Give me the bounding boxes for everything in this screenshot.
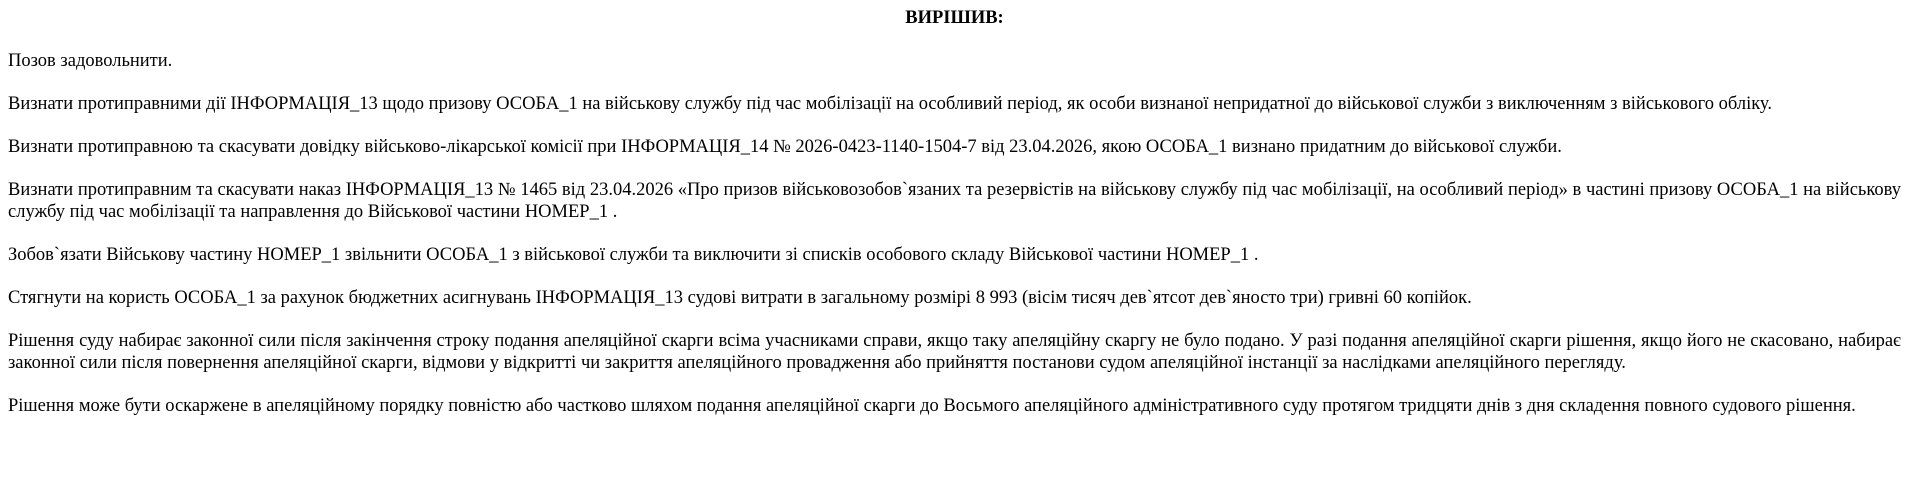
- paragraph-claim-granted: Позов задовольнити.: [8, 51, 173, 71]
- paragraph-order-cancelled: Визнати протиправним та скасувати наказ ІНФОРМАЦІЯ_13 № 1465 від 23.04.2026 «Про призов військовозобов`язаних та резервістів на військову службу під час мобілізації, на особливий період» в частині призову ОСОБА_1 на військову службу під час мобілізації та направлення до Військової частини НОМЕР_1 .: [8, 180, 1901, 222]
- paragraph-costs-recovery: Стягнути на користь ОСОБА_1 за рахунок бюджетних асигнувань ІНФОРМАЦІЯ_13 судові витрати в загальному розмірі 8 993 (вісім тисяч дев`ятсот дев`яносто три) гривні 60 копійок.: [8, 288, 1472, 308]
- paragraph-entry-into-force: Рішення суду набирає законної сили після закінчення строку подання апеляційної скарги всіма учасниками справи, якщо таку апеляційну скаргу не було подано. У разі подання апеляційної скарги рішення, якщо його не скасовано, набирає законної сили після повернення апеляційної скарги, відмови у відкритті чи закриття апеляційного провадження або прийняття постанови судом апеляційної інстанції за наслідками апеляційного перегляду.: [8, 331, 1901, 373]
- paragraph-appeal-procedure: Рішення може бути оскаржене в апеляційному порядку повністю або частково шляхом подання апеляційної скарги до Восьмого апеляційного адміністративного суду протягом тридцяти днів з дня складення повного судового рішення.: [8, 396, 1856, 416]
- decision-heading: ВИРІШИВ:: [905, 8, 1004, 28]
- paragraph-actions-unlawful: Визнати протиправними дії ІНФОРМАЦІЯ_13 щодо призову ОСОБА_1 на військову службу під час мобілізації на особливий період, як особи визнаної непридатної до військової служби з виключенням з військового обліку.: [8, 94, 1772, 114]
- paragraph-certificate-cancelled: Визнати протиправною та скасувати довідку військово-лікарської комісії при ІНФОРМАЦІЯ_14 № 2026-0423-1140-1504-7 від 23.04.2026, якою ОСОБА_1 визнано придатним до військової служби.: [8, 137, 1562, 157]
- paragraph-discharge-obligation: Зобов`язати Військову частину НОМЕР_1 звільнити ОСОБА_1 з військової служби та виключити зі списків особового складу Військової частини НОМЕР_1 .: [8, 245, 1259, 265]
